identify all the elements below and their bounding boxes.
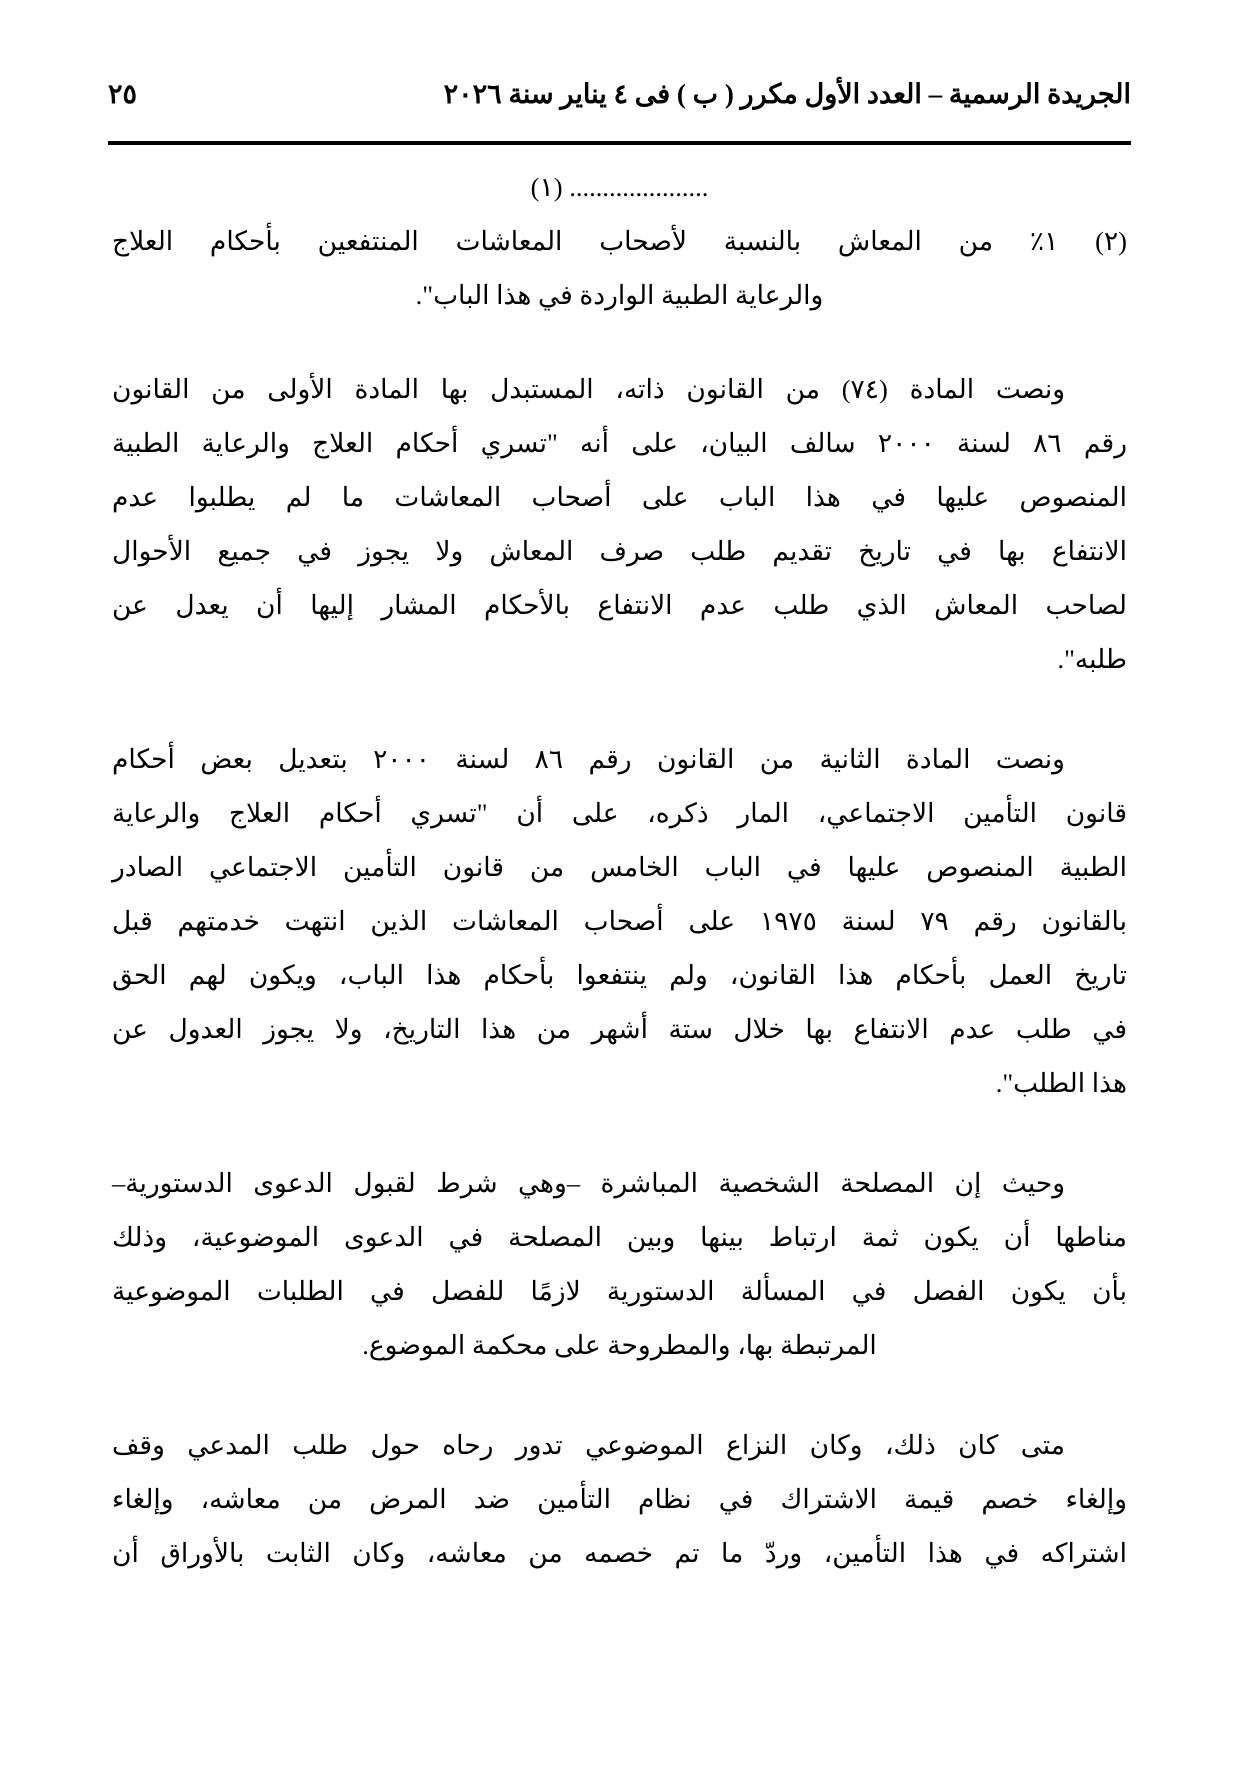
paragraph-line: ونصت المادة الثانية من القانون رقم ٨٦ لسنة ٢٠٠٠ بتعديل بعض أحكام	[112, 744, 1065, 774]
clause-2-marker: (٢)	[1095, 226, 1127, 256]
paragraph-spacer	[112, 1110, 1127, 1156]
paragraph-line: مناطها أن يكون ثمة ارتباط بينها وبين المصلحة في الدعوى الموضوعية، وذلك	[112, 1222, 1127, 1252]
clause-item	[112, 160, 1127, 214]
paragraph-line: في طلب عدم الانتفاع بها خلال ستة أشهر من هذا التاريخ، ولا يجوز العدول عن	[112, 1014, 1127, 1044]
paragraph-line: لصاحب المعاش الذي طلب عدم الانتفاع بالأحكام المشار إليها أن يعدل عن	[112, 590, 1127, 620]
paragraph-article-74	[112, 362, 1127, 686]
paragraph-spacer	[112, 1372, 1127, 1418]
paragraph-direct-interest	[112, 1156, 1127, 1372]
paragraph-line: بالقانون رقم ٧٩ لسنة ١٩٧٥ على أصحاب المعاشات الذين انتهت خدمتهم قبل	[112, 906, 1127, 936]
paragraph-line: المنصوص عليها في هذا الباب على أصحاب المعاشات ما لم يطلبوا عدم	[112, 482, 1127, 512]
paragraph-line: طلبه".	[1057, 644, 1127, 674]
paragraph-line: اشتراكه في هذا التأمين، وردّ ما تم خصمه من معاشه، وكان الثابت بالأوراق أن	[112, 1538, 1127, 1568]
paragraph-line: بأن يكون الفصل في المسألة الدستورية لازمًا للفصل في الطلبات الموضوعية	[112, 1276, 1127, 1306]
document-body	[112, 160, 1127, 1580]
paragraph-line: وإلغاء خصم قيمة الاشتراك في نظام التأمين ضد المرض من معاشه، وإلغاء	[112, 1484, 1127, 1514]
paragraph-article-2-law-86	[112, 732, 1127, 1110]
clause-2-continuation: والرعاية الطبية الواردة في هذا الباب".	[415, 280, 824, 310]
clause-1-marker: (١)	[530, 172, 563, 202]
paragraph-line: الطبية المنصوص عليها في الباب الخامس من قانون التأمين الاجتماعي الصادر	[112, 852, 1127, 882]
paragraph-line: المرتبطة بها، والمطروحة على محكمة الموضوع.	[362, 1330, 877, 1360]
paragraph-line: قانون التأمين الاجتماعي، المار ذكره، على أن "تسري أحكام العلاج والرعاية	[112, 798, 1127, 828]
header-divider-rule	[108, 141, 1131, 145]
paragraph-subject-dispute	[112, 1418, 1127, 1580]
page-number: ٢٥	[108, 79, 138, 109]
paragraph-line: وحيث إن المصلحة الشخصية المباشرة –وهي شرط لقبول الدعوى الدستورية–	[112, 1168, 1065, 1198]
page-header	[108, 78, 1131, 126]
paragraph-line: تاريخ العمل بأحكام هذا القانون، ولم ينتفعوا بأحكام هذا الباب، ويكون لهم الحق	[112, 960, 1127, 990]
paragraph-line: ونصت المادة (٧٤) من القانون ذاته، المستبدل بها المادة الأولى من القانون	[112, 374, 1066, 404]
gazette-header-title: الجريدة الرسمية – العدد الأول مكرر ( ب ) فى ٤ يناير سنة ٢٠٢٦	[443, 79, 1131, 109]
paragraph-spacer	[112, 322, 1127, 362]
paragraph-spacer	[112, 686, 1127, 732]
clause-1-text: .....................	[569, 172, 709, 202]
clause-2-text: ١٪ من المعاش بالنسبة لأصحاب المعاشات المنتفعين بأحكام العلاج	[112, 226, 1059, 256]
clause-item	[112, 214, 1127, 268]
paragraph-line: هذا الطلب".	[995, 1068, 1127, 1098]
paragraph-line: الانتفاع بها في تاريخ تقديم طلب صرف المعاش ولا يجوز في جميع الأحوال	[112, 536, 1127, 566]
paragraph-line: متى كان ذلك، وكان النزاع الموضوعي تدور رحاه حول طلب المدعي وقف	[112, 1430, 1065, 1460]
paragraph-line: رقم ٨٦ لسنة ٢٠٠٠ سالف البيان، على أنه "تسري أحكام العلاج والرعاية الطبية	[112, 428, 1127, 458]
